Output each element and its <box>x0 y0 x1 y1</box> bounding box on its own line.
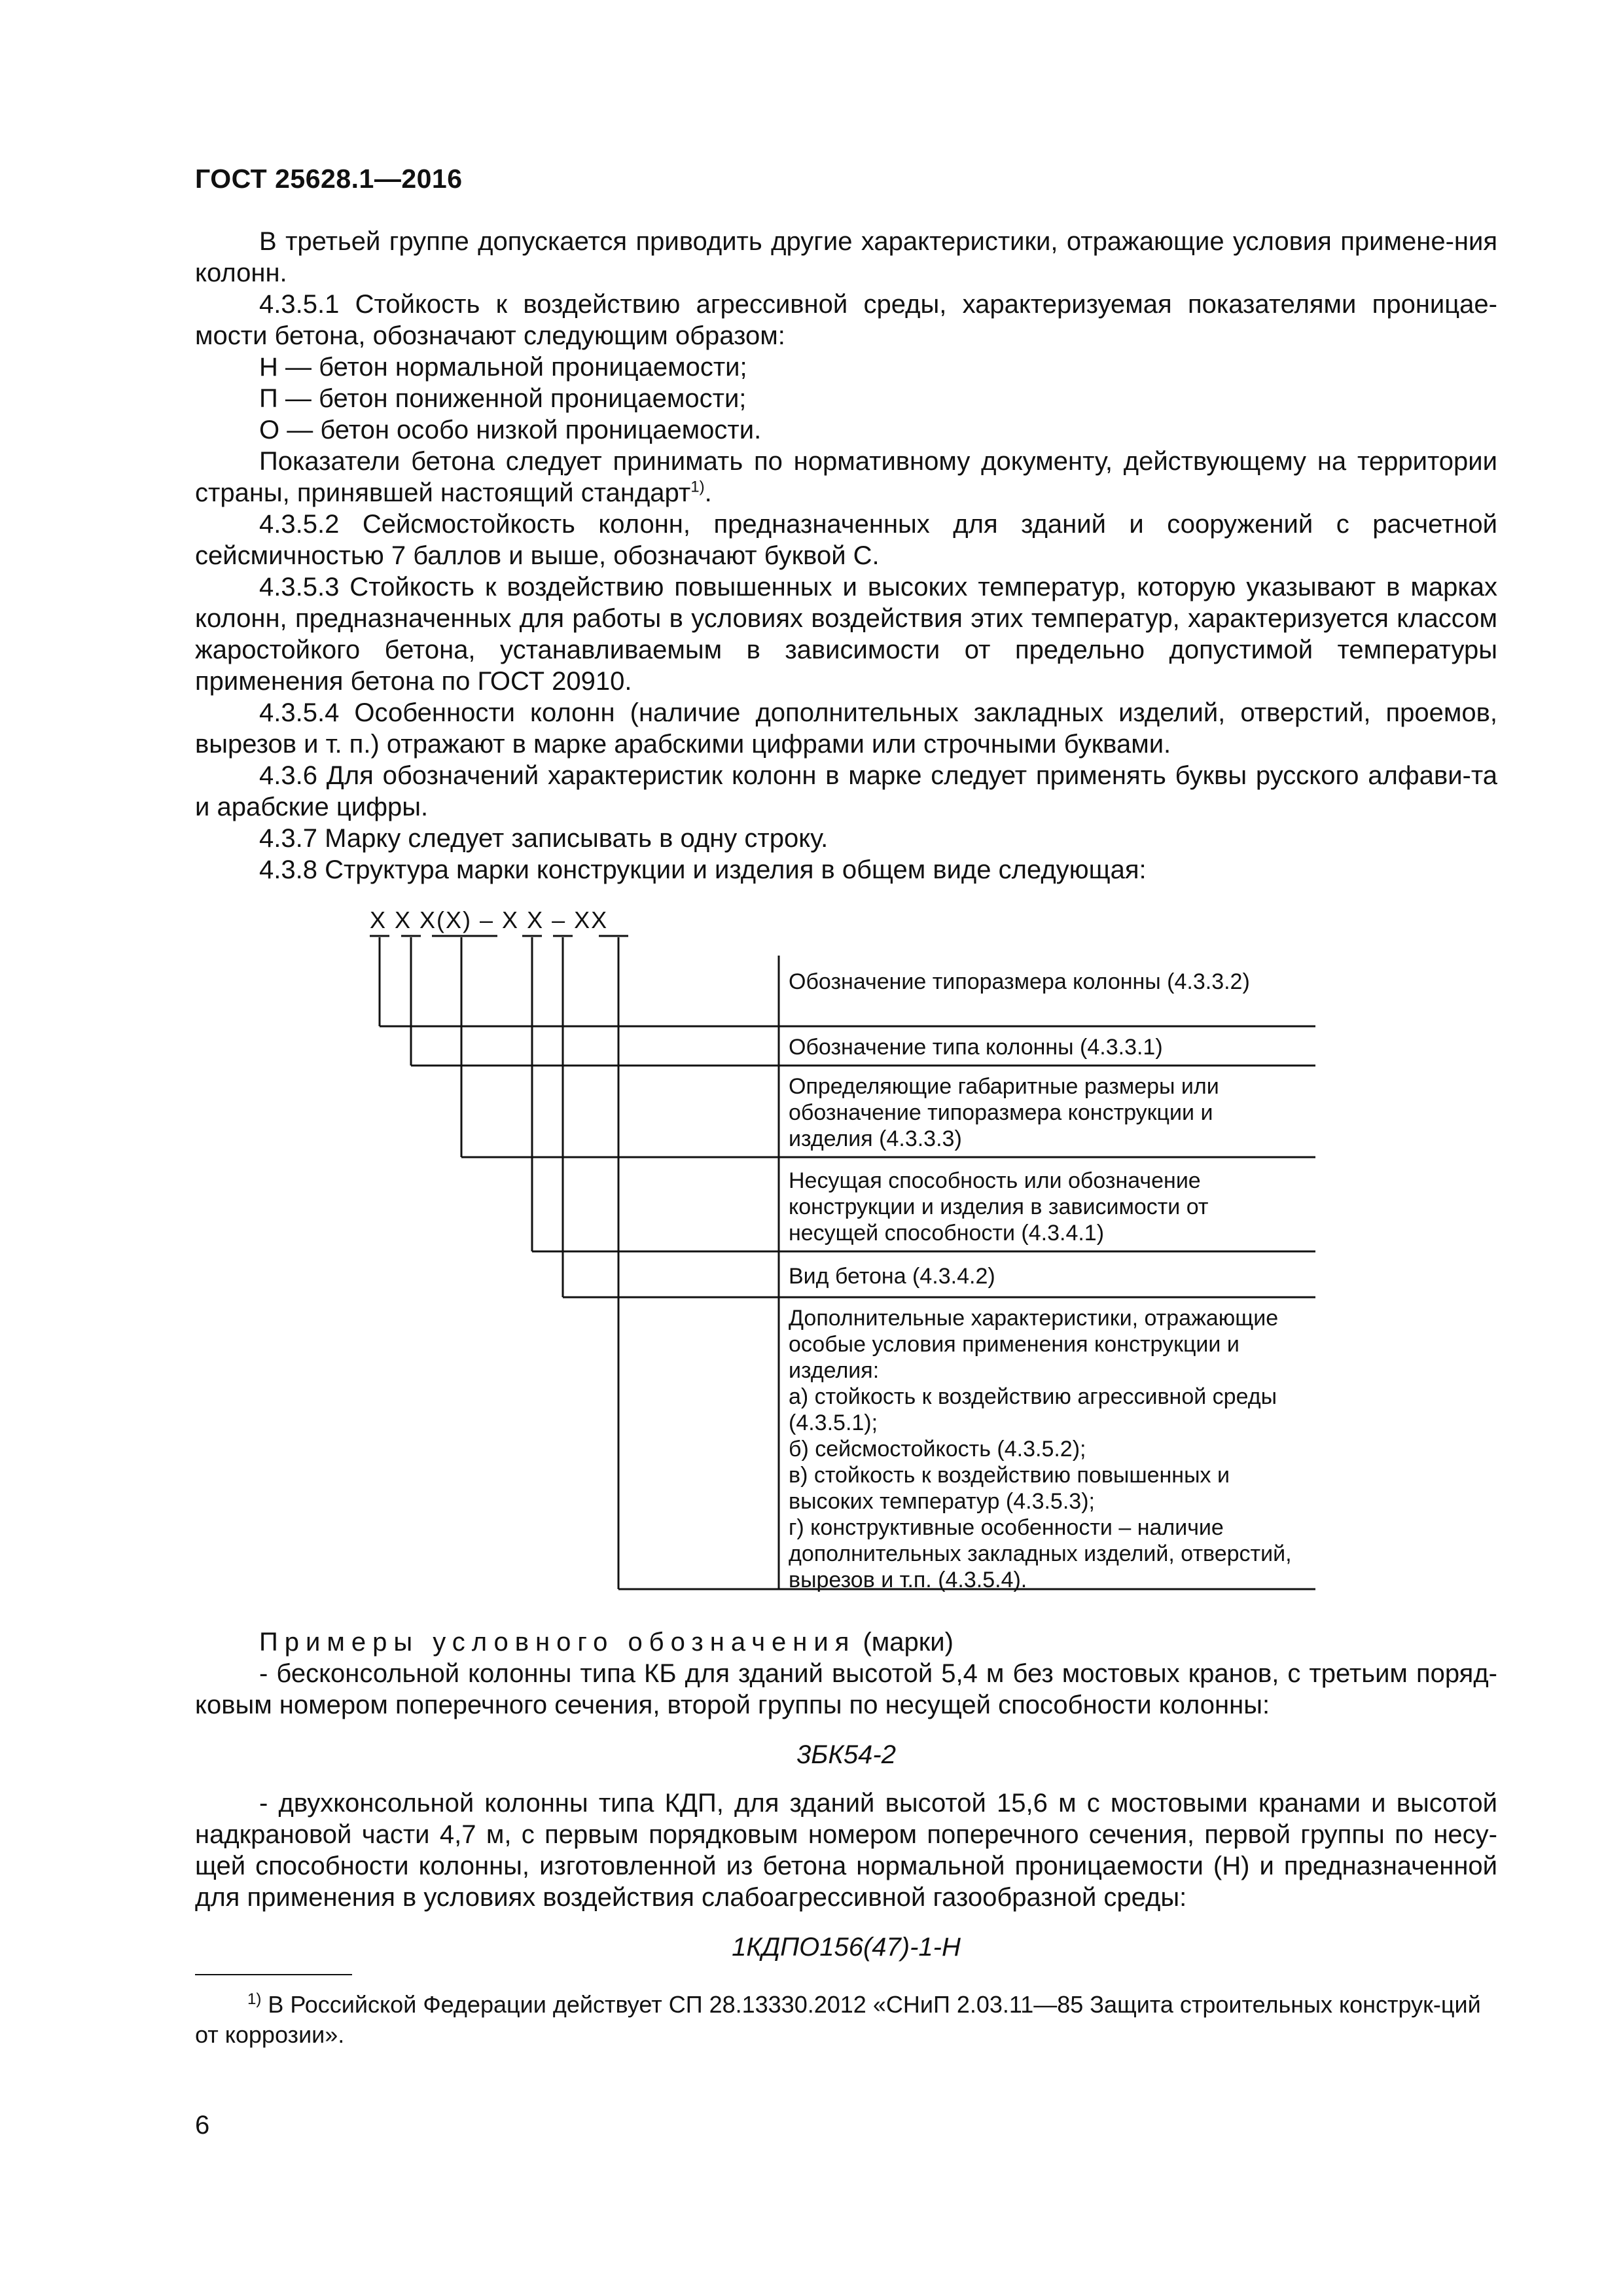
paragraph: 4.3.6 Для обозначений характеристик колонн в марке следует применять буквы русского алфави-та и арабские цифры. <box>195 761 1497 821</box>
list-item: Н — бетон нормальной проницаемости; <box>259 353 747 382</box>
paragraph-text: Показатели бетона следует принимать по нормативному документу, действующему на территории страны, принявшей настоящий стандарт <box>195 447 1497 507</box>
examples-heading-tail: (марки) <box>855 1628 954 1657</box>
paragraph: В третьей группе допускается приводить другие характеристики, отражающие условия примене-ния колонн. <box>195 227 1497 287</box>
paragraph: 4.3.5.3 Стойкость к воздействию повышенных и высоких температур, которую указывают в марках колонн, предназначенных для работы в условиях воздействия этих температур, характеризуется классом жаростойкого бетона, устанавливаемым в зависимости от предельно допустимой температуры применения бетона по ГОСТ 20910. <box>195 573 1497 696</box>
paragraph: 4.3.5.2 Сейсмостойкость колонн, предназначенных для зданий и сооружений с расчетной сейсмичностью 7 баллов и выше, обозначают буквой С. <box>195 510 1497 570</box>
diagram-label-extra-item: г) конструктивные особенности – наличие дополнительных закладных изделий, отверстий, вырезов и т.п. (4.3.5.4). <box>789 1515 1292 1592</box>
example-1: - бесконсольной колонны типа КБ для зданий высотой 5,4 м без мостовых кранов, с третьим поряд-ковым номером поперечного сечения, второй группы по несущей способности колонны: <box>195 1659 1497 1719</box>
diagram-label-extra-title: Дополнительные характеристики, отражающие особые условия применения конструкции и изделия: <box>789 1306 1279 1383</box>
paragraph: 4.3.8 Структура марки конструкции и изделия в общем виде следующая: <box>259 855 1147 884</box>
paragraph-tail: . <box>704 478 712 507</box>
diagram-label-extra-item: б) сейсмостойкость (4.3.5.2); <box>789 1437 1086 1462</box>
list-item: П — бетон пониженной проницаемости; <box>259 384 747 413</box>
diagram-label-extra-item: а) стойкость к воздействию агрессивной среды (4.3.5.1); <box>789 1384 1277 1435</box>
diagram-label: Вид бетона (4.3.4.2) <box>789 1264 995 1289</box>
paragraph: 4.3.5.4 Особенности колонн (наличие дополнительных закладных изделий, отверстий, проемов, вырезов и т. п.) отражают в марке арабскими цифрами или строчными буквами. <box>195 698 1497 759</box>
footnote <box>195 1990 1497 2050</box>
paragraph: 4.3.7 Марку следует записывать в одну строку. <box>259 824 829 853</box>
diagram-label: Несущая способность или обозначение конструкции и изделия в зависимости от несущей способности (4.3.4.1) <box>789 1168 1209 1246</box>
mark-structure-formula: Х Х Х(Х) – Х Х – ХХ <box>370 906 609 933</box>
list-item: О — бетон особо низкой проницаемости. <box>259 416 762 444</box>
diagram-label: Обозначение типа колонны (4.3.3.1) <box>789 1035 1163 1060</box>
page-number: 6 <box>195 2111 210 2140</box>
footnote-ref: 1) <box>690 478 705 496</box>
examples-section <box>195 1626 1497 1980</box>
diagram-label-extra <box>789 1305 1299 1593</box>
footnote-mark: 1) <box>247 1990 262 2008</box>
diagram-label: Определяющие габаритные размеры или обозначение типоразмера конструкции и изделия (4.3.3.3) <box>789 1074 1219 1151</box>
diagram-label: Обозначение типоразмера колонны (4.3.3.2) <box>789 969 1250 994</box>
example-2-mark: 1КДПО156(47)-1-Н <box>732 1933 961 1962</box>
paragraph: 4.3.5.1 Стойкость к воздействию агрессивной среды, характеризуемая показателями проницае-мости бетона, обозначают следующим образом: <box>195 290 1497 350</box>
example-1-mark: 3БК54-2 <box>796 1740 896 1769</box>
diagram-label-extra-item: в) стойкость к воздействию повышенных и высоких температур (4.3.5.3); <box>789 1463 1230 1514</box>
example-2: - двухконсольной колонны типа КДП, для зданий высотой 15,6 м с мостовыми кранами и высотой надкрановой части 4,7 м, с первым порядковым номером поперечного сечения, первой группы по несу-щей способности колонны, изготовленной из бетона нормальной проницаемости (Н) и предназначенной для применения в условиях воздействия слабоагрессивной газообразной среды: <box>195 1789 1497 1912</box>
examples-heading <box>195 1626 1497 1658</box>
document-header: ГОСТ 25628.1—2016 <box>195 164 463 194</box>
examples-heading-spaced: Примеры условного обозначения <box>259 1628 856 1657</box>
footnote-rule <box>195 1974 352 1975</box>
footnote-text: В Российской Федерации действует СП 28.13330.2012 «СНиП 2.03.11—85 Защита строительных конструк-ций от коррозии». <box>195 1991 1481 2048</box>
